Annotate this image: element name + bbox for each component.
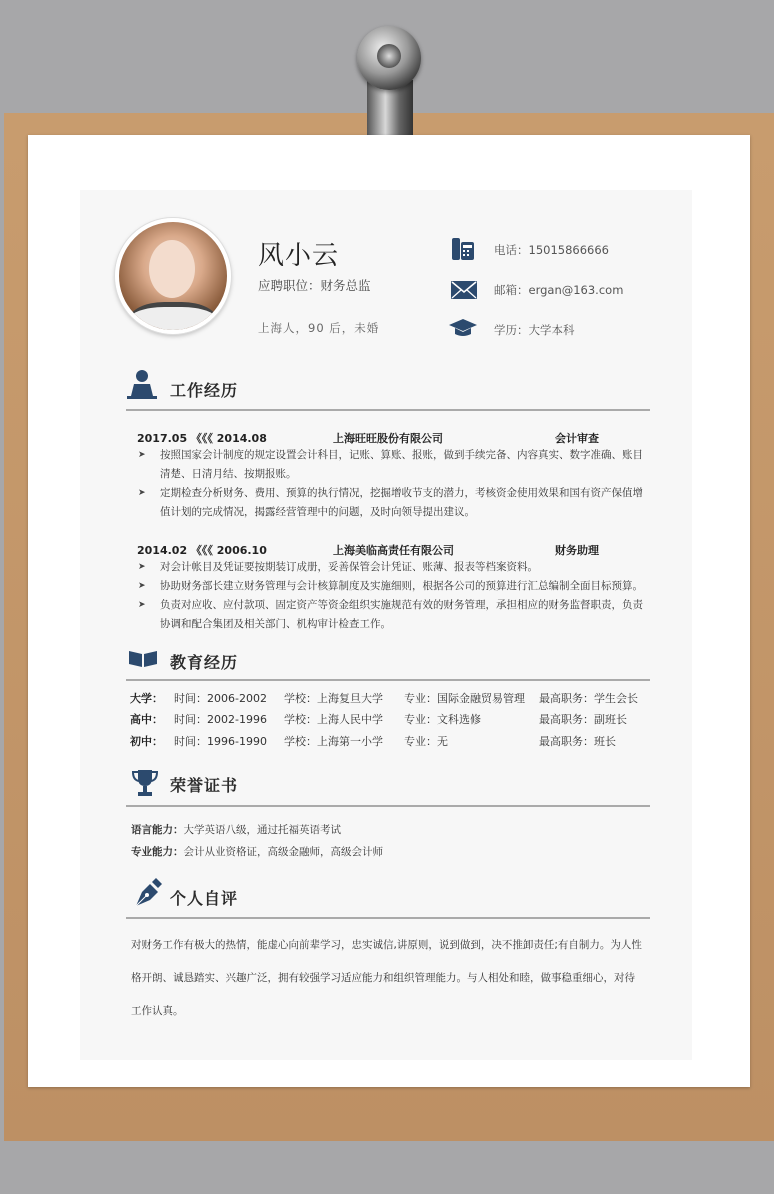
- education-section-title: 教育经历: [170, 653, 239, 672]
- phone-text: 电话：15015866666: [494, 243, 609, 257]
- education-text: 学历：大学本科: [494, 323, 575, 337]
- divider: [126, 679, 650, 681]
- education-role: 最高职务：学生会长: [539, 692, 638, 705]
- education-major: 专业：文科选修: [404, 713, 481, 726]
- job-period: 2014.02 《《《 2006.10: [137, 544, 267, 557]
- education-level: 初中：: [130, 735, 163, 748]
- graduation-cap-icon: [448, 318, 478, 338]
- job-title: 应聘职位：财务总监: [258, 278, 371, 293]
- divider: [126, 805, 650, 807]
- job-bullet-cont: 值计划的完成情况，揭露经营管理中的问题，及时向领导提出建议。: [160, 506, 475, 518]
- education-school: 学校：上海人民中学: [284, 713, 383, 726]
- pen-nib-icon: [132, 878, 162, 908]
- job-company: 上海美临高责任有限公司: [333, 544, 454, 557]
- honors-section-title: 荣誉证书: [170, 776, 239, 795]
- education-time: 时间：1996-1990: [174, 735, 267, 748]
- education-level: 大学：: [130, 692, 163, 705]
- divider: [126, 409, 650, 411]
- work-section-title: 工作经历: [170, 381, 239, 400]
- education-role: 最高职务：副班长: [539, 713, 627, 726]
- personal-info: 上海人，90 后，未婚: [258, 321, 380, 335]
- self-eval-line: 格开朗、诚恳踏实、兴趣广泛，拥有较强学习适应能力和组织管理能力。与人相处和睦，做事稳重细心，对待: [131, 972, 635, 984]
- education-level: 高中：: [130, 713, 163, 726]
- trophy-icon: [130, 768, 160, 798]
- job-position: 财务助理: [555, 544, 599, 557]
- honor-item: 专业能力：会计从业资格证，高级金融师，高级会计师: [131, 846, 383, 858]
- job-period: 2017.05 《《《 2014.08: [137, 432, 267, 445]
- self-eval-section-title: 个人自评: [170, 889, 239, 908]
- education-major: 专业：国际金融贸易管理: [404, 692, 525, 705]
- divider: [126, 917, 650, 919]
- job-bullet: ➤ 对会计帐目及凭证要按期装订成册，妥善保管会计凭证、账薄、报表等档案资料。: [138, 561, 538, 573]
- self-eval-line: 对财务工作有极大的热情，能虚心向前辈学习，忠实诚信,讲原则，说到做到，决不推卸责任;有自制力。为人性: [131, 939, 642, 951]
- job-position: 会计审查: [555, 432, 599, 445]
- job-bullet: ➤ 协助财务部长建立财务管理与会计核算制度及实施细则，根据各公司的预算进行汇总编制全面目标预算。: [138, 580, 643, 592]
- education-time: 时间：2006-2002: [174, 692, 267, 705]
- job-company: 上海旺旺股份有限公司: [333, 432, 443, 445]
- email-text: 邮箱：ergan@163.com: [494, 283, 624, 297]
- honor-item: 语言能力：大学英语八级，通过托福英语考试: [131, 824, 341, 836]
- candidate-name: 风小云: [258, 241, 340, 271]
- phone-icon: [450, 236, 476, 262]
- avatar: [115, 218, 231, 334]
- education-school: 学校：上海第一小学: [284, 735, 383, 748]
- worker-icon: [126, 368, 158, 400]
- education-major: 专业：无: [404, 735, 448, 748]
- job-bullet: ➤ 负责对应收、应付款项、固定资产等资金组织实施规范有效的财务管理，承担相应的财务监督职责，负责: [138, 599, 643, 611]
- job-bullet: ➤ 按照国家会计制度的规定设置会计科目，记账、算账、报账，做到手续完备、内容真实、数字准确、账目: [138, 449, 643, 461]
- job-bullet-cont: 协调和配合集团及相关部门、机构审计检查工作。: [160, 618, 391, 630]
- self-eval-line: 工作认真。: [131, 1005, 184, 1017]
- education-school: 学校：上海复旦大学: [284, 692, 383, 705]
- education-time: 时间：2002-1996: [174, 713, 267, 726]
- education-role: 最高职务：班长: [539, 735, 616, 748]
- job-bullet-cont: 清楚、日清月结、按期报账。: [160, 468, 297, 480]
- book-icon: [128, 648, 158, 668]
- mail-icon: [450, 280, 478, 300]
- job-bullet: ➤ 定期检查分析财务、费用、预算的执行情况，挖掘增收节支的潜力，考核资金使用效果和国有资产保值增: [138, 487, 643, 499]
